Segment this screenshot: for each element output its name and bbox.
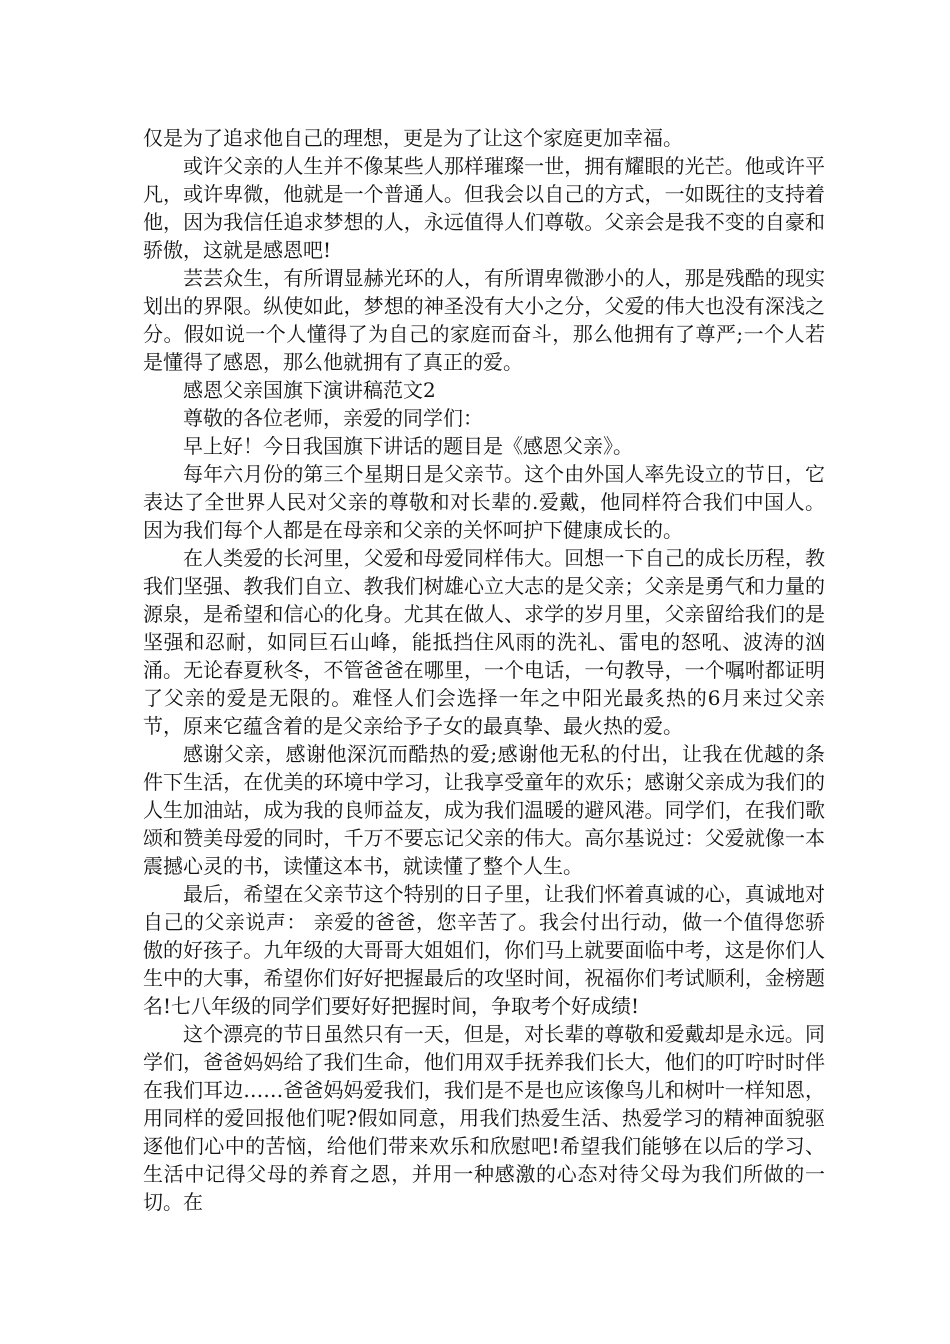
paragraph-thanks: 感谢父亲，感谢他深沉而酷热的爱;感谢他无私的付出，让我在优越的条件下生活，在优美的环境中学习，让我享受童年的欢乐；感谢父亲成为我们的人生加油站，成为我的良师益友，成为我们温暖的避风港。同学们，在我们歌颂和赞美母爱的同时，千万不要忘记父亲的伟大。高尔基说过：父爱就像一本震撼心灵的书，读懂这本书，就读懂了整个人生。 xyxy=(143,742,825,878)
greeting-opening: 早上好！今日我国旗下讲话的题目是《感恩父亲》。 xyxy=(183,434,633,458)
greeting-salutation: 尊敬的各位老师，亲爱的同学们： xyxy=(183,406,483,430)
paragraph-finally: 最后，希望在父亲节这个特别的日子里，让我们怀着真诚的心，真诚地对自己的父亲说声： 亲爱的爸爸，您辛苦了。我会付出行动，做一个值得您骄傲的好孩子。九年级的大哥哥大姐姐们，你们马上就要面临中考，这是你们人生中的大事，希望你们好好把握最后的攻坚时间，祝福你们考试顺利，金榜题名!七八年级的同学们要好好把握时间，争取考个好成绩! xyxy=(143,882,825,1018)
paragraph-2: 或许父亲的人生并不像某些人那样璀璨一世，拥有耀眼的光芒。他或许平凡，或许卑微，他就是一个普通人。但我会以自己的方式，一如既往的支持着他，因为我信任追求梦想的人，永远值得人们尊敬。父亲会是我不变的自豪和骄傲，这就是感恩吧! xyxy=(143,154,825,262)
paragraph-3: 芸芸众生，有所谓显赫光环的人，有所谓卑微渺小的人，那是残酷的现实划出的界限。纵使如此，梦想的神圣没有大小之分，父爱的伟大也没有深浅之分。假如说一个人懂得了为自己的家庭而奋斗，那么他拥有了尊严;一个人若是懂得了感恩，那么他就拥有了真正的爱。 xyxy=(143,266,825,374)
paragraph-closing: 这个漂亮的节日虽然只有一天，但是，对长辈的尊敬和爱戴却是永远。同学们，爸爸妈妈给了我们生命，他们用双手抚养我们长大，他们的叮咛时时伴在我们耳边……爸爸妈妈爱我们，我们是不是也应该像鸟儿和树叶一样知恩，用同样的爱回报他们呢?假如同意，用我们热爱生活、热爱学习的精神面貌驱逐他们心中的苦恼，给他们带来欢乐和欣慰吧!希望我们能够在以后的学习、生活中记得父母的养育之恩，并用一种感激的心态对待父母为我们所做的一切。在 xyxy=(143,1022,825,1214)
section-title: 感恩父亲国旗下演讲稿范文2 xyxy=(183,378,436,402)
paragraph-fathers-day: 每年六月份的第三个星期日是父亲节。这个由外国人率先设立的节日，它表达了全世界人民对父亲的尊敬和对长辈的.爱戴，他同样符合我们中国人。因为我们每个人都是在母亲和父亲的关怀呵护下健康成长的。 xyxy=(143,462,825,542)
document-body xyxy=(143,124,825,1216)
paragraph-1: 仅是为了追求他自己的理想，更是为了让这个家庭更加幸福。 xyxy=(143,126,683,150)
paragraph-fatherly-love: 在人类爱的长河里，父爱和母爱同样伟大。回想一下自己的成长历程，教我们坚强、教我们自立、教我们树雄心立大志的是父亲；父亲是勇气和力量的源泉，是希望和信心的化身。尤其在做人、求学的岁月里，父亲留给我们的是坚强和忍耐，如同巨石山峰，能抵挡住风雨的洗礼、雷电的怒吼、波涛的汹涌。无论春夏秋冬，不管爸爸在哪里，一个电话，一句教导，一个嘱咐都证明了父亲的爱是无限的。难怪人们会选择一年之中阳光最炙热的6月来过父亲节，原来它蕴含着的是父亲给予子女的最真挚、最火热的爱。 xyxy=(143,546,825,738)
